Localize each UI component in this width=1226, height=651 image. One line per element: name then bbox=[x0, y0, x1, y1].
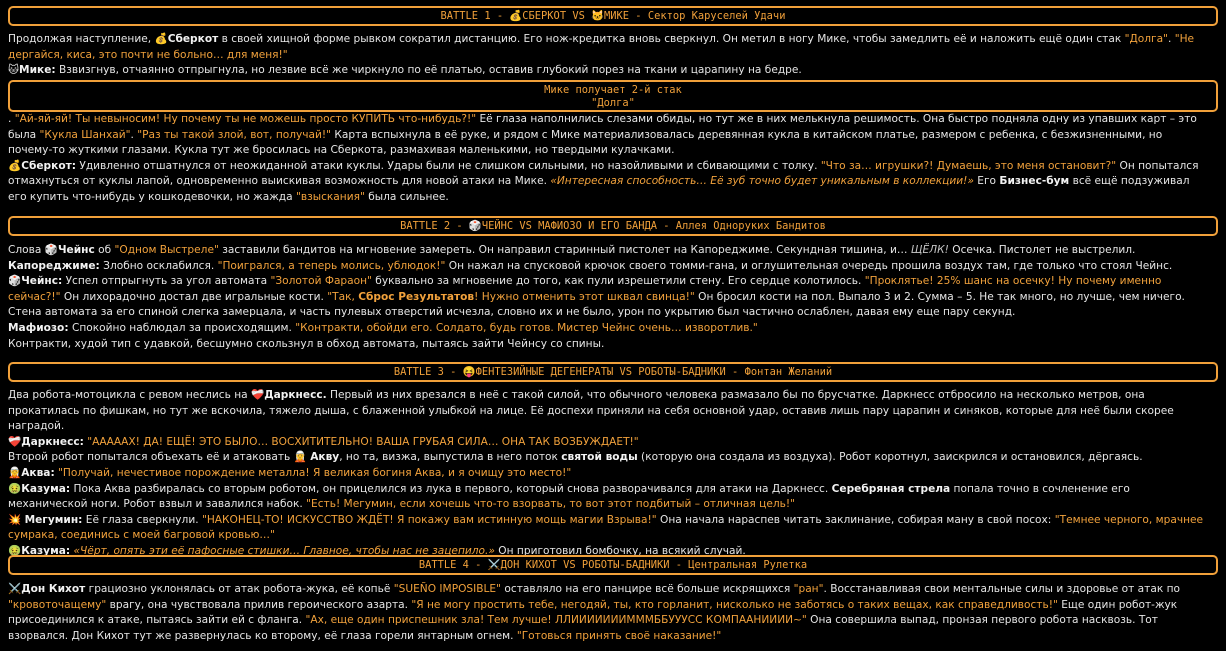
text-run: всё ещё подзуживал его купить что-нибудь у кошкодевочки, но жажда bbox=[8, 175, 1190, 203]
text-run: . bbox=[8, 113, 15, 125]
text-run: "Так, bbox=[327, 290, 359, 303]
text-run: "SUEÑO IMPOSIBLE" bbox=[393, 583, 502, 595]
text-run: Пока Аква разбиралась со вторым роботом, он прицелился из лука в первого, который снова разворачивался для атаки на Даркнесс. bbox=[70, 482, 832, 495]
text-run: "АААААХ! ДА! ЕЩЁ! ЭТО БЫЛО… ВОСХИТИТЕЛЬНО! ВАША ГРУБАЯ СИЛА… ОНА ТАК ВОЗБУЖДАЕТ!" bbox=[87, 435, 639, 448]
battle-1-header bbox=[8, 6, 1218, 26]
explosion-icon: 💥 bbox=[8, 513, 22, 526]
text-run: заставили бандитов на мгновение замереть. Он направил старинный пистолет на Капореджиме. Секундная тишина, и… bbox=[218, 244, 911, 256]
text-run: BATTLE 4 - ⚔️ДОН КИХОТ VS РОБОТЫ-БАДНИКИ - Центральная Рулетка bbox=[418, 559, 808, 571]
text-run: Продолжая наступление, bbox=[8, 33, 155, 45]
text-run: BATTLE 2 - 🎲ЧЕЙНС VS МАФИОЗО И ЕГО БАНДА - Аллея Одноруких Бандитов bbox=[400, 220, 826, 232]
text-run: Он нажал на спусковой крючок своего томми-гана, и оглушительная очередь прошила воздух там, где только что стоял Чейнс. bbox=[445, 259, 1173, 272]
text-run: Он приготовил бомбочку, на всякий случай. bbox=[494, 544, 746, 557]
battle-4-narrative bbox=[8, 582, 1204, 644]
text-run: "Темнее черного, мрачнее сумрака, соединись с моей багровой кровью…" bbox=[8, 513, 1204, 542]
character-name: Мегумин: bbox=[24, 513, 83, 526]
paragraph bbox=[8, 513, 1204, 544]
battle-1-narrative-cont bbox=[8, 112, 1204, 206]
paragraph bbox=[8, 582, 1204, 644]
text-run: ЩЁЛК! bbox=[910, 244, 949, 256]
text-run: «Интересная способность… Её зуб точно будет уникальным в коллекции!» bbox=[550, 175, 974, 188]
paragraph bbox=[8, 466, 1204, 482]
text-run: Его bbox=[973, 175, 1000, 188]
text-run: "Проклятье! 25% шанс на осечку! Ну почему именно сейчас?!" bbox=[8, 275, 1162, 303]
paragraph bbox=[8, 259, 1204, 275]
text-run: "Готовься принять своё наказание!" bbox=[516, 629, 722, 642]
text-run: "Контракти, обойди его. Солдато, будь готов. Мистер Чейнс очень… изворотлив." bbox=[295, 321, 758, 334]
paragraph bbox=[8, 32, 1204, 63]
moneybag-icon: 💰 bbox=[154, 33, 168, 45]
kazuma-icon: 🤢 bbox=[8, 544, 22, 557]
die-icon: 🎲 bbox=[8, 275, 22, 288]
text-run: "взыскания" bbox=[295, 190, 365, 203]
text-run: врагу, она чувствовала прилив героического азарта. bbox=[106, 598, 412, 611]
text-run: попала точно в сочленение его механической ноги. Робот взвыл и завалился набок. bbox=[8, 482, 1130, 511]
text-run: "Кукла Шанхай" bbox=[39, 128, 131, 141]
heart-icon: ❤️‍🩹 bbox=[8, 435, 22, 448]
character-name: Акву bbox=[310, 451, 340, 464]
text-run: Второй робот попытался объехать её и атаковать bbox=[8, 451, 294, 464]
cat-icon: 🐱 bbox=[8, 64, 20, 77]
text-run: Сброс Результатов bbox=[358, 290, 475, 303]
character-name: Аква: bbox=[21, 466, 55, 479]
aqua-icon: 🧝 bbox=[8, 466, 22, 479]
paragraph bbox=[8, 112, 1204, 159]
text-run: "Что за… игрушки?! Думаешь, это меня остановит?" bbox=[820, 159, 1117, 172]
text-run: Она начала нараспев читать заклинание, собирая ману в свой посох: bbox=[656, 513, 1055, 526]
status-effect-box bbox=[8, 80, 1218, 112]
text-run: Первый из них врезался в неё с такой силой, что обычного человека размазало бы по брусчатке. Даркнесс отбросило на несколько метров, она прокатилась по фишкам, но тут же вскочила, тяжело дыша, с блаженной улыбкой на лице. Её доспехи приняли на себя основной удар, оставив лишь пару царапин и синяков, которые для неё были скорее наградой. bbox=[8, 389, 1174, 433]
character-name: Мафиозо: bbox=[8, 321, 69, 334]
text-run: "Ай-яй-яй! Ты невыносим! Ну почему ты не можешь просто КУПИТЬ что-нибудь?!" bbox=[14, 113, 477, 125]
text-run: Слова bbox=[8, 244, 45, 256]
battle-2-header bbox=[8, 216, 1218, 236]
text-run: BATTLE 1 - 💰СБЕРКОТ VS 🐱МИКЕ - Сектор Каруселей Удачи bbox=[440, 10, 786, 22]
paragraph bbox=[8, 450, 1204, 466]
text-run: Её глаза сверкнули. bbox=[82, 513, 202, 526]
paragraph bbox=[8, 274, 1204, 321]
paragraph: Контракти, худой тип с удавкой, бесшумно скользнул в обход автомата, пытаясь зайти Чейнсу со спины. bbox=[8, 337, 605, 350]
paragraph bbox=[8, 388, 1204, 435]
text-run: Злобно осклабился. bbox=[99, 259, 218, 272]
character-name: Дон Кихот bbox=[21, 583, 86, 595]
battle-3-narrative bbox=[8, 388, 1204, 560]
status-line: Мике получает 2-й стак bbox=[544, 84, 682, 96]
heart-icon: ❤️‍🩹 bbox=[251, 389, 265, 401]
character-name: Сберкот: bbox=[21, 159, 76, 172]
text-run: ! Нужно отменить этот шквал свинца!" bbox=[474, 290, 695, 303]
text-run: . bbox=[130, 128, 138, 141]
text-run: буквально за мгновение до того, как пули изрешетили стену. Его сердце колотилось. bbox=[371, 275, 865, 288]
text-run: "Долга" bbox=[1124, 33, 1168, 45]
text-run: . Восстанавливая свои ментальные силы и здоровье от атак по bbox=[823, 583, 1180, 595]
paragraph bbox=[8, 321, 1204, 337]
text-run: в своей хищной форме рывком сократил дистанцию. Его нож-кредитка вновь сверкнул. Он метил в ногу Мике, чтобы замедлить её и наложить ещё один стак bbox=[218, 33, 1125, 45]
moneybag-icon: 💰 bbox=[8, 159, 22, 172]
character-name: Серебряная стрела bbox=[831, 482, 951, 495]
text-run: Он лихорадочно достал две игральные кости. bbox=[60, 290, 328, 303]
paragraph bbox=[8, 243, 1204, 259]
text-run: Она совершила выпад, пронзая первого робота насквозь. Тот взорвался. Дон Кихот тут же развернулась ко второму, её глаза горели янтарным огнем. bbox=[8, 614, 1158, 642]
text-run: "Я не могу простить тебе, негодяй, ты, кто горланит, нисколько не заботясь о таких вещах, как справедливость!" bbox=[411, 598, 1058, 611]
status-line: "Долга" bbox=[591, 97, 635, 109]
text-run: «Чёрт, опять эти её пафосные стишки… Главное, чтобы нас не зацепило.» bbox=[73, 544, 495, 557]
character-name: Даркнесс. bbox=[264, 389, 327, 401]
text-run: "ран" bbox=[793, 583, 824, 595]
text-run: "Не дергайся, киса, это почти не больно… для меня!" bbox=[8, 33, 1195, 61]
text-run: Карта вспыхнула в её руке, и рядом с Мике материализовалась деревянная кукла в китайском платье, размером с ребенка, с безжизненными, но почему-то жуткими глазами. Кукла тут же бросилась на Сберкота, размахивая маленькими, но твердыми кулачками. bbox=[8, 128, 1163, 157]
character-name: Казума: bbox=[21, 482, 71, 495]
paragraph bbox=[8, 159, 1204, 206]
text-run: "кровоточащему" bbox=[8, 598, 107, 611]
text-run: Взвизгнув, отчаянно отпрыгнула, но лезвие всё же чиркнуло по её платью, оставив глубокий порез на ткани и царапину на бедре. bbox=[55, 64, 802, 77]
text-run: "Золотой Фараон" bbox=[270, 275, 372, 288]
text-run: Спокойно наблюдал за происходящим. bbox=[68, 321, 296, 334]
text-run: об bbox=[94, 244, 115, 256]
text-run: Два робота-мотоцикла с ревом неслись на bbox=[8, 389, 251, 401]
text-run: "Ах, еще один приспешник зла! Тем лучше! ЛЛИИИИИИИМММББУУУСС КОМПААНИИИИ~" bbox=[305, 614, 807, 627]
text-run: Он попытался отмахнуться от куклы лапой, одновременно выискивая возможность для новой атаки на Мике. bbox=[8, 159, 1199, 188]
text-run: Успел отпрыгнуть за угол автомата bbox=[62, 275, 271, 288]
text-run: "Есть! Мегумин, если хочешь что-то взорвать, то вот этот подбитый – отличная цель!" bbox=[306, 498, 795, 511]
character-name: святой воды bbox=[561, 451, 638, 464]
text-run: Еще один робот-жук присоединился к атаке, пытаясь зайти ей с фланга. bbox=[8, 598, 1178, 627]
text-run: "Поигрался, а теперь молись, ублюдок!" bbox=[217, 259, 446, 272]
text-run: "Одном Выстреле" bbox=[114, 244, 219, 256]
character-name: Бизнес-бум bbox=[999, 175, 1070, 188]
character-name: Казума: bbox=[21, 544, 71, 557]
text-run: грациозно уклонялась от атак робота-жука, её копьё bbox=[85, 583, 394, 595]
aqua-icon: 🧝 bbox=[293, 451, 307, 464]
paragraph bbox=[8, 435, 1204, 451]
character-name: Капореджиме: bbox=[8, 259, 100, 272]
battle-2-narrative bbox=[8, 243, 1204, 352]
text-run: Он бросил кости на пол. Выпало 3 и 2. Сумма – 5. Не так много, но лучше, чем ничего. Стена автомата за его спиной слегка замерцала, и часть пулевых отверстий исчезла, словно их и не было, урон по укрытию был частично ослаблен, давая ему еще пару секунд. bbox=[8, 290, 1185, 319]
text-run: "Раз ты такой злой, вот, получай!" bbox=[137, 128, 332, 141]
swords-icon: ⚔️ bbox=[8, 583, 22, 595]
battle-4-header bbox=[8, 555, 1218, 575]
text-run: (которую она создала из воздуха). Робот коротнул, заискрился и остановился, дёргаясь. bbox=[637, 451, 1143, 464]
text-run: Осечка. Пистолет не выстрелил. bbox=[948, 244, 1136, 256]
character-name: Мике: bbox=[19, 64, 56, 77]
character-name: Даркнесс: bbox=[21, 435, 84, 448]
text-run: Удивленно отшатнулся от неожиданной атаки куклы. Удары были не слишком сильными, но назойливыми и сбивающими с толку. bbox=[76, 159, 821, 172]
die-icon: 🎲 bbox=[44, 244, 58, 256]
kazuma-icon: 🤢 bbox=[8, 482, 22, 495]
text-run: . bbox=[1167, 33, 1175, 45]
text-run: BATTLE 3 - 😝ФЕНТЕЗИЙНЫЕ ДЕГЕНЕРАТЫ VS РОБОТЫ-БАДНИКИ - Фонтан Желаний bbox=[393, 366, 833, 378]
paragraph bbox=[8, 482, 1204, 513]
text-run: , но та, визжа, выпустила в него поток bbox=[339, 451, 562, 464]
character-name: Чейнс: bbox=[21, 275, 63, 288]
battle-1-narrative bbox=[8, 32, 1204, 79]
text-run: "Получай, нечестивое порождение металла! Я великая богиня Аква, и я очищу это место!" bbox=[58, 466, 572, 479]
text-run: "НАКОНЕЦ-ТО! ИСКУССТВО ЖДЁТ! Я покажу вам истинную мощь магии Взрыва!" bbox=[201, 513, 657, 526]
paragraph bbox=[8, 63, 1204, 79]
text-run: была сильнее. bbox=[364, 190, 449, 203]
character-name: Сберкот bbox=[167, 33, 219, 45]
character-name: Чейнс bbox=[57, 244, 95, 256]
battle-3-header bbox=[8, 362, 1218, 382]
text-run: Её глаза наполнились слезами обиды, но тут же в них мелькнула решимость. Она быстро подняла одну из упавших карт – это была bbox=[8, 113, 1197, 141]
text-run: оставляло на его панцире всё больше искрящихся bbox=[501, 583, 794, 595]
